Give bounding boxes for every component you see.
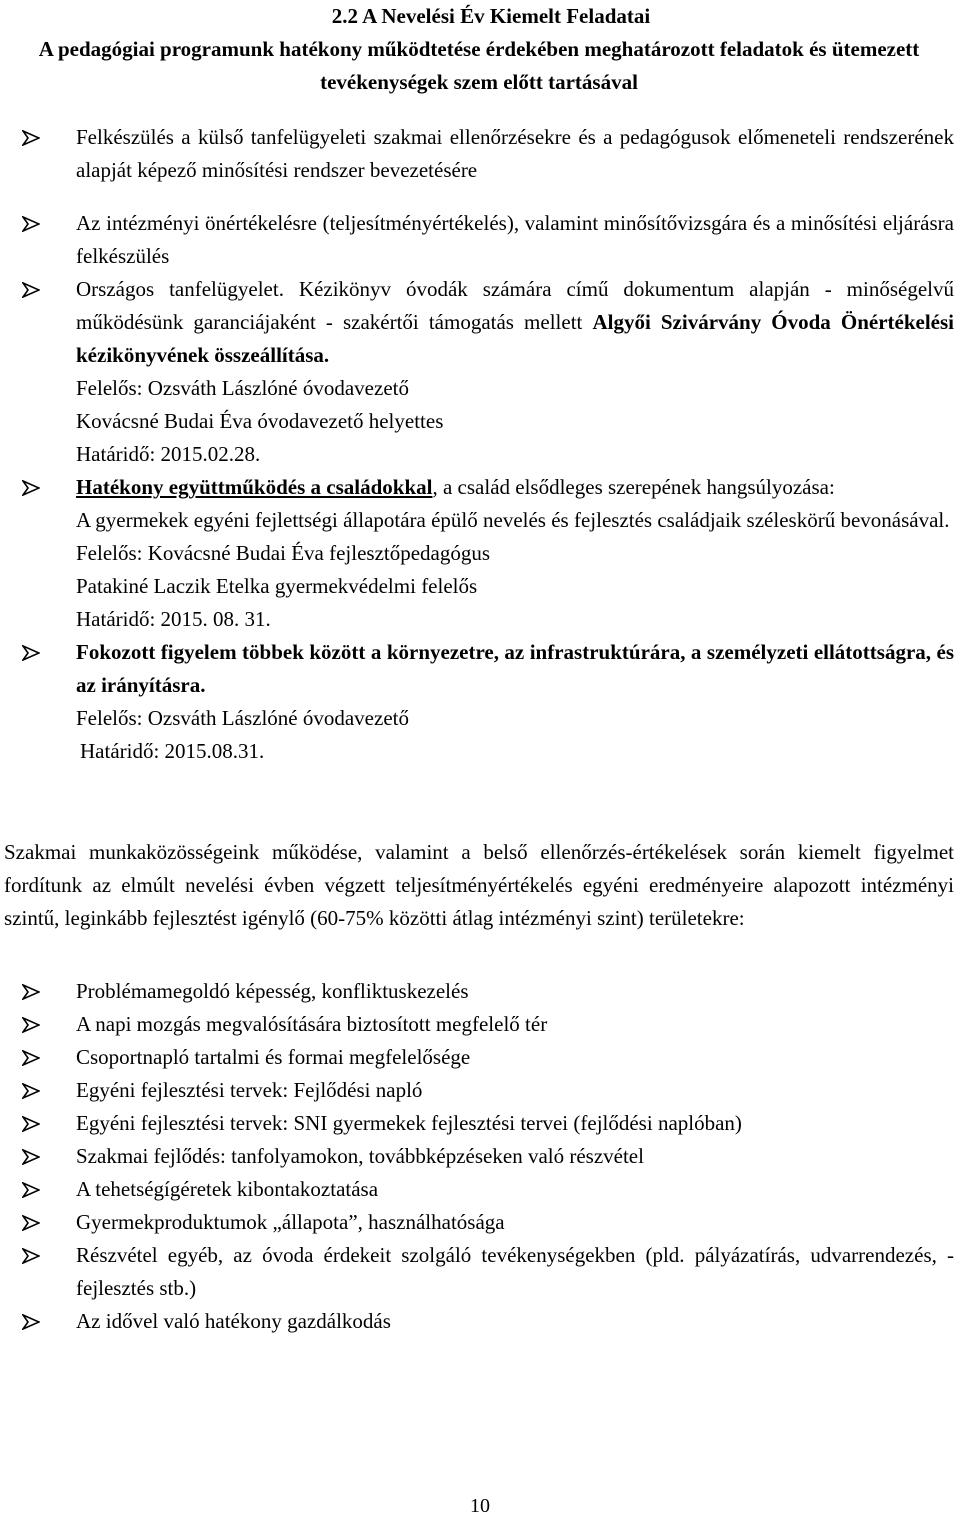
- arrowhead-bullet-icon: [22, 1017, 40, 1033]
- focus-area-item: [4, 1107, 954, 1140]
- focus-area-text: A napi mozgás megvalósítására biztosított megfelelő tér: [76, 1012, 548, 1036]
- focus-area-item: [4, 1305, 954, 1338]
- task-text-bold-underlined: Hatékony együttműködés a családokkal: [76, 475, 433, 499]
- arrowhead-bullet-icon: [22, 480, 40, 496]
- focus-area-item: [4, 1140, 954, 1173]
- focus-area-text: Problémamegoldó képesség, konfliktuskezelés: [76, 979, 469, 1003]
- focus-area-item: [4, 975, 954, 1008]
- arrowhead-bullet-icon: [22, 1215, 40, 1231]
- task-detail: A gyermekek egyéni fejlettségi állapotára épülő nevelés és fejlesztés családjaik széleskörű bevonásával.: [76, 508, 950, 532]
- arrowhead-bullet-icon: [22, 1149, 40, 1165]
- focus-area-list: [4, 975, 954, 1338]
- task-list: [4, 121, 954, 768]
- focus-area-item: [4, 1239, 954, 1305]
- arrowhead-bullet-icon: [22, 984, 40, 1000]
- arrowhead-bullet-icon: [22, 645, 40, 661]
- task-text-bold: Algyői Szivárvány Óvoda Önértékelési kézikönyvének összeállítása.: [76, 310, 954, 367]
- focus-area-text: Egyéni fejlesztési tervek: Fejlődési napló: [76, 1078, 423, 1102]
- section-title: [4, 0, 954, 33]
- focus-area-text: Szakmai fejlődés: tanfolyamokon, továbbképzéseken való részvétel: [76, 1144, 644, 1168]
- task-text-bold: Fokozott figyelem többek között a környezetre, az infrastruktúrára, a személyzeti ellátottságra, és az irányításra.: [76, 640, 954, 697]
- task-item: [4, 273, 954, 471]
- focus-area-text: A tehetségígéretek kibontakoztatása: [76, 1177, 379, 1201]
- focus-area-text: Az idővel való hatékony gazdálkodás: [76, 1309, 391, 1333]
- task-item: [4, 471, 954, 636]
- arrowhead-bullet-icon: [22, 1050, 40, 1066]
- arrowhead-bullet-icon: [22, 1248, 40, 1264]
- focus-area-item: [4, 1206, 954, 1239]
- task-text: Országos tanfelügyelet. Kézikönyv óvodák számára című dokumentum alapján - minőségelvű működésünk garanciájaként - szakértői támogatás mellett: [76, 277, 954, 334]
- arrowhead-bullet-icon: [22, 282, 40, 298]
- arrowhead-bullet-icon: [22, 130, 40, 146]
- task-text: , a család elsődleges szerepének hangsúlyozása:: [432, 475, 835, 499]
- focus-area-item: [4, 1173, 954, 1206]
- task-responsible: Felelős: Ozsváth Lászlóné óvodavezető: [76, 376, 409, 400]
- arrowhead-bullet-icon: [22, 1083, 40, 1099]
- task-item: [4, 636, 954, 768]
- arrowhead-bullet-icon: [22, 1182, 40, 1198]
- task-responsible: Felelős: Ozsváth Lászlóné óvodavezető: [76, 706, 409, 730]
- task-responsible-secondary: Kovácsné Budai Éva óvodavezető helyettes: [76, 409, 444, 433]
- focus-area-item: [4, 1008, 954, 1041]
- task-deadline: Határidő: 2015.08.31.: [80, 739, 265, 763]
- arrowhead-bullet-icon: [22, 1116, 40, 1132]
- focus-area-text: Gyermekproduktumok „állapota”, használhatósága: [76, 1210, 505, 1234]
- task-text: Az intézményi önértékelésre (teljesítményértékelés), valamint minősítővizsgára és a minősítési eljárásra felkészülés: [76, 211, 954, 268]
- task-deadline: Határidő: 2015. 08. 31.: [76, 607, 271, 631]
- focus-area-text: Csoportnapló tartalmi és formai megfelelősége: [76, 1045, 471, 1069]
- focus-area-item: [4, 1041, 954, 1074]
- section-title-text: 2.2 A Nevelési Év Kiemelt Feladatai: [331, 4, 651, 28]
- task-item: [4, 207, 954, 273]
- focus-area-text: Részvétel egyéb, az óvoda érdekeit szolgáló tevékenységekben (pld. pályázatírás, udvarrendezés, - fejlesztés stb.): [76, 1243, 954, 1300]
- task-responsible: Felelős: Kovácsné Budai Éva fejlesztőpedagógus: [76, 541, 491, 565]
- focus-area-text: Egyéni fejlesztési tervek: SNI gyermekek fejlesztési tervei (fejlődési naplóban): [76, 1111, 742, 1135]
- arrowhead-bullet-icon: [22, 1314, 40, 1330]
- task-text: Felkészülés a külső tanfelügyeleti szakmai ellenőrzésekre és a pedagógusok előmeneteli rendszerének alapját képező minősítési rendszer bevezetésére: [76, 125, 954, 182]
- task-item: [4, 121, 954, 187]
- focus-area-item: [4, 1074, 954, 1107]
- arrowhead-bullet-icon: [22, 216, 40, 232]
- page-number: 10: [470, 1495, 490, 1517]
- summary-paragraph: Szakmai munkaközösségeink működése, valamint a belső ellenőrzés-értékelések során kiemelt figyelmet fordítunk az elmúlt nevelési évben végzett teljesítményértékelés egyéni eredményeire alapozott intézményi szintű, leginkább fejlesztést igénylő (60-75% közötti átlag intézményi szint) területekre:: [4, 840, 954, 930]
- task-responsible-secondary: Patakiné Laczik Etelka gyermekvédelmi felelős: [76, 574, 478, 598]
- section-subtitle: A pedagógiai programunk hatékony működtetése érdekében meghatározott feladatok és ütemezett tevékenységek szem előtt tartásával: [38, 37, 920, 94]
- task-deadline: Határidő: 2015.02.28.: [76, 442, 261, 466]
